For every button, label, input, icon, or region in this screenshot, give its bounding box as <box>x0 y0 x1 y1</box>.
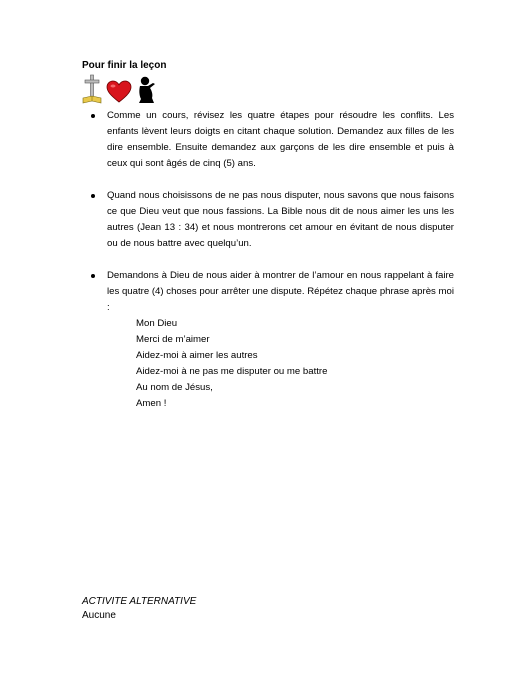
list-item <box>82 108 454 172</box>
alternative-activity-body: Aucune <box>82 610 116 621</box>
prayer-line: Mon Dieu <box>136 318 178 329</box>
bullet-text: Demandons à Dieu de nous aider à montrer de l’amour en nous rappelant à faire les quatre (4) choses pour arrêter une dispute. Répétez chaque phrase après moi : <box>107 270 454 313</box>
bullet-text: Comme un cours, révisez les quatre étapes pour résoudre les conflits. Les enfants lèvent leurs doigts en citant chaque solution. Demandez aux filles de les dire ensemble. Ensuite demandez aux garçons de les dire ensemble et puis à ceux qui sont âgés de cinq (5) ans. <box>107 110 454 169</box>
bullet-icon <box>91 274 95 278</box>
prayer-line: Amen ! <box>136 398 167 409</box>
section-heading: Pour finir la leçon <box>82 60 167 71</box>
prayer-line: Aidez-moi à ne pas me disputer ou me battre <box>136 366 328 377</box>
prayer-lines <box>107 316 454 412</box>
heart-icon <box>106 80 132 104</box>
alternative-activity-title: ACTIVITE ALTERNATIVE <box>82 596 197 607</box>
prayer-line: Merci de m’aimer <box>136 334 210 345</box>
praying-child-icon <box>136 76 158 104</box>
lesson-bullet-list <box>82 108 454 428</box>
cross-book-icon <box>82 74 102 104</box>
bullet-icon <box>91 194 95 198</box>
list-item <box>82 268 454 412</box>
bullet-icon <box>91 114 95 118</box>
bullet-text: Quand nous choisissons de ne pas nous disputer, nous savons que nous faisons ce que Dieu veut que nous fassions. La Bible nous dit de nous aimer les uns les autres (Jean 13 : 34) et nous montrerons cet amour en évitant de nous disputer ou de nous battre avec quelqu’un. <box>107 190 454 249</box>
list-item <box>82 188 454 252</box>
lesson-icons <box>82 74 158 104</box>
prayer-line: Au nom de Jésus, <box>136 382 213 393</box>
prayer-line: Aidez-moi à aimer les autres <box>136 350 258 361</box>
